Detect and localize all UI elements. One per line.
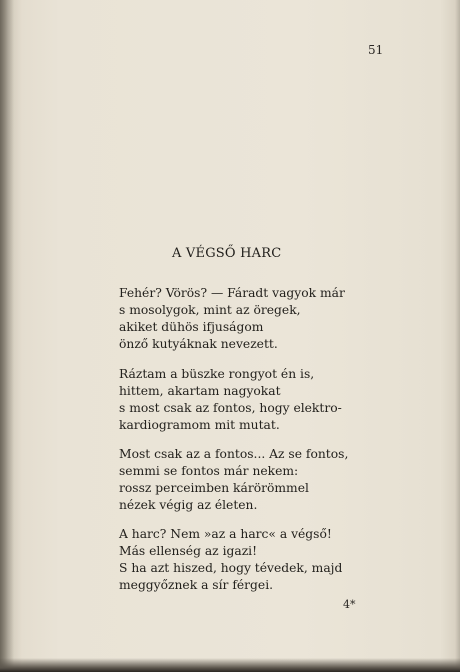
stanza-3	[119, 446, 348, 514]
poem-line: akiket dühös ifjuságom	[119, 320, 264, 334]
poem-line: önző kutyáknak nevezett.	[119, 337, 278, 351]
poem-line: A harc? Nem »az a harc« a végső!	[119, 527, 332, 541]
stanza-4	[119, 526, 342, 594]
stanza-1	[119, 285, 345, 353]
poem-line: nézek végig az életen.	[119, 498, 258, 512]
signature-mark: 4*	[343, 598, 356, 611]
page-number: 51	[368, 43, 384, 57]
poem-line: meggyőznek a sír férgei.	[119, 578, 274, 592]
poem-line: Más ellenség az igazi!	[119, 544, 258, 558]
stanza-2	[119, 366, 342, 434]
poem-line: Most csak az a fontos... Az se fontos,	[119, 447, 349, 461]
gutter-shadow	[0, 0, 14, 672]
poem-line: Fehér? Vörös? — Fáradt vagyok már	[119, 286, 345, 300]
poem-line: Ráztam a büszke rongyot én is,	[119, 367, 315, 381]
poem-line: s most csak az fontos, hogy elektro-	[119, 401, 342, 415]
poem-line: semmi se fontos már nekem:	[119, 464, 299, 478]
poem-line: s mosolygok, mint az öregek,	[119, 303, 301, 317]
poem-title: A VÉGSŐ HARC	[172, 246, 282, 261]
poem-line: rossz perceimben kárörömmel	[119, 481, 309, 495]
page-bottom-edge	[0, 658, 460, 672]
poem-line: kardiogramom mit mutat.	[119, 418, 280, 432]
poem-line: S ha azt hiszed, hogy tévedek, majd	[119, 561, 343, 575]
poem-line: hittem, akartam nagyokat	[119, 384, 281, 398]
